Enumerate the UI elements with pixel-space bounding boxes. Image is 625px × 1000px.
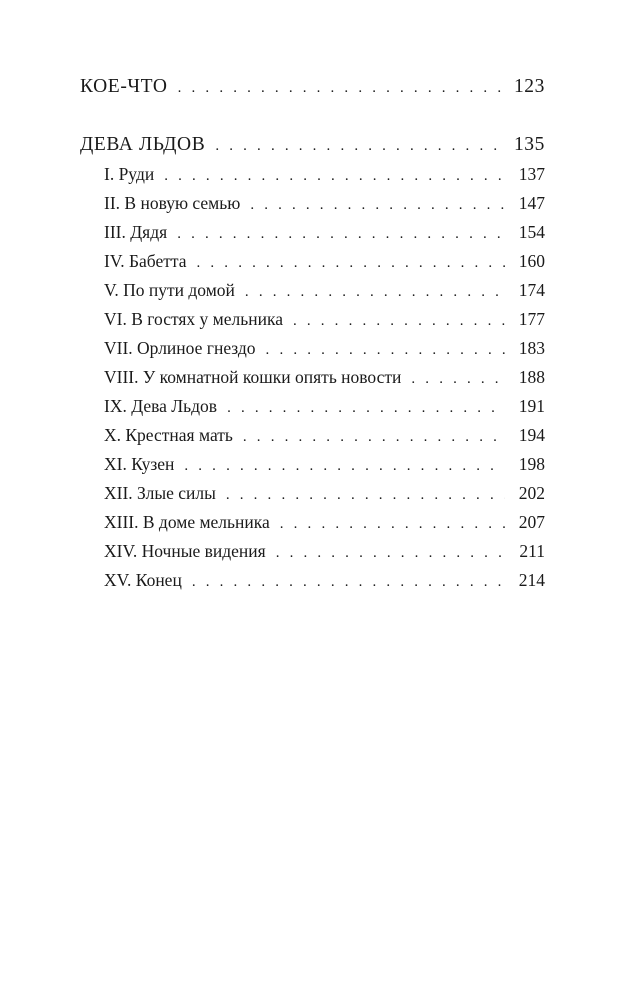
toc-chapter-page: 198: [518, 454, 545, 474]
toc-chapter-title: IX. Дева Льдов: [104, 396, 218, 416]
toc-chapter-entry: [104, 222, 545, 243]
toc-chapter-page: 202: [518, 483, 545, 503]
toc-chapter-entry: [104, 251, 545, 272]
toc-chapter-title: VIII. У комнатной кошки опять новости: [104, 367, 402, 387]
toc-entry-page: 123: [513, 76, 545, 97]
dot-leader: [164, 168, 505, 185]
toc-chapter-entry: [104, 541, 545, 562]
dot-leader: [215, 138, 504, 155]
toc-chapter-title: VII. Орлиное гнездо: [104, 338, 256, 358]
toc-chapter-title: II. В новую семью: [104, 193, 241, 213]
toc-chapter-entry: [104, 425, 545, 446]
dot-leader: [266, 342, 505, 359]
toc-chapter-page: 214: [518, 570, 545, 590]
toc-chapter-title: XIII. В доме мельника: [104, 512, 270, 532]
toc-chapter-entry: [104, 309, 545, 330]
toc-chapter-title: XII. Злые силы: [104, 483, 216, 503]
dot-leader: [243, 429, 505, 446]
dot-leader: [184, 458, 505, 475]
toc-chapter-page: 211: [519, 541, 545, 561]
toc-chapter-title: I. Руди: [104, 164, 155, 184]
toc-entry-koe-chto: [80, 76, 545, 98]
toc-chapter-page: 174: [518, 280, 545, 300]
dot-leader: [226, 487, 505, 504]
toc-chapter-title: III. Дядя: [104, 222, 168, 242]
toc-chapter-entry: [104, 193, 545, 214]
dot-leader: [192, 574, 505, 591]
toc-chapter-page: 194: [518, 425, 545, 445]
toc-chapter-title: XV. Конец: [104, 570, 182, 590]
toc-chapter-title: X. Крестная мать: [104, 425, 233, 445]
toc-entry-deva-ldov: [80, 134, 545, 156]
toc-chapter-entry: [104, 570, 545, 591]
dot-leader: [178, 80, 504, 97]
toc-chapter-page: 154: [518, 222, 545, 242]
toc-chapter-entry: [104, 483, 545, 504]
toc-entry-page: 135: [513, 134, 545, 155]
toc-chapter-page: 147: [518, 193, 545, 213]
dot-leader: [250, 197, 505, 214]
dot-leader: [177, 226, 505, 243]
dot-leader: [411, 371, 505, 388]
toc-chapter-page: 177: [518, 309, 545, 329]
dot-leader: [276, 545, 505, 562]
toc-chapter-entry: [104, 338, 545, 359]
toc-chapter-entry: [104, 367, 545, 388]
toc-chapter-entry: [104, 396, 545, 417]
toc-chapter-title: XI. Кузен: [104, 454, 175, 474]
toc-chapter-title: VI. В гостях у мельника: [104, 309, 283, 329]
toc-chapter-page: 188: [518, 367, 545, 387]
toc-chapter-entry: [104, 454, 545, 475]
toc-chapter-page: 137: [518, 164, 545, 184]
dot-leader: [227, 400, 505, 417]
dot-leader: [280, 516, 505, 533]
dot-leader: [197, 255, 506, 272]
toc-chapter-title: IV. Бабетта: [104, 251, 187, 271]
toc-chapter-page: 183: [518, 338, 545, 358]
toc-chapter-page: 207: [518, 512, 545, 532]
toc-chapter-entry: [104, 164, 545, 185]
toc-entry-title: ДЕВА ЛЬДОВ: [80, 134, 206, 155]
toc-chapter-title: V. По пути домой: [104, 280, 235, 300]
dot-leader: [245, 284, 505, 301]
dot-leader: [293, 313, 505, 330]
toc-chapter-page: 191: [518, 396, 545, 416]
toc-chapter-page: 160: [518, 251, 545, 271]
toc-chapter-title: XIV. Ночные видения: [104, 541, 266, 561]
toc-entry-title: КОЕ-ЧТО: [80, 76, 168, 97]
toc-chapter-entry: [104, 280, 545, 301]
toc-chapter-entry: [104, 512, 545, 533]
